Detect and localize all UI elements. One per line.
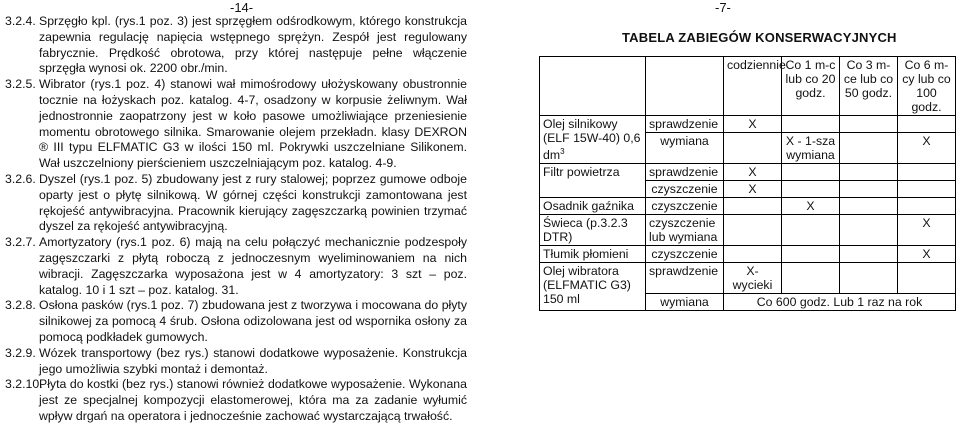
- header-empty: [646, 57, 724, 116]
- section-3-2-7: 3.2.7. Amortyzatory (rys.1 poz. 6) mają na celu połączyć mechanicznie podzespoły zagęszczarki z płytą roboczą z jednoczesnym wyeliminowaniem na nich wibracji. Zagęszczarka wyposażona jest w 4 amortyzatory: 3 szt – poz. katalog. 10 i 1 szt – poz. katalog. 31.: [5, 235, 467, 297]
- item-vibrator-oil: Olej wibratora (ELFMATIC G3) 150 ml: [540, 263, 646, 311]
- section-3-2-6: 3.2.6. Dyszel (rys.1 poz. 5) zbudowany jest z rury stalowej; poprzez gumowe odboje oparty jest o płytę silnikową. W górnej części konstrukcji zamontowana jest rękojeść antywibracyjna. Pracownik kierujący zagęszczarką powinien trzymać dyszel za rękojeść antywibracyjną.: [5, 171, 467, 234]
- maintenance-table: [539, 56, 956, 311]
- section-3-2-8: 3.2.8. Osłona pasków (rys.1 poz. 7) zbudowana jest z tworzywa i mocowana do płyty silnikowej za pomocą 4 śrub. Osłona odizolowana jest od wspornika osłony za pomocą podkładek gumowych.: [5, 298, 467, 344]
- page-number-right: -7-: [715, 0, 731, 15]
- section-3-2-5: 3.2.5. Wibrator (rys.1 poz. 4) stanowi wał mimośrodowy ułożyskowany obustronnie tocznie na łożyskach poz. katalog. 4-7, osadzony w korpusie żeliwnym. Wał jednostronnie zaopatrzony jest w koło pasowe umożliwiające przeniesienie momentu obrotowego silnika. Smarowanie olejem przekładn. klasy DEXRON ® III typu ELFMATIC G3 w ilości 150 ml. Pokrywki uszczelniane Silikonem. Wał uszczelniony pierścieniem uszczelniającym poz. katalog. 4-9.: [5, 77, 467, 171]
- section-3-2-10: 3.2.10. Płyta do kostki (bez rys.) stanowi również dodatkowe wyposażenie. Wykonana jest ze specjalnej kompozycji elastomerowej, która ma za zadanie wyłumić wpływ drgań na operatora i jednocześnie zachować wystarczającą trwałość.: [5, 377, 467, 423]
- table-row: wymiana X - 1-sza wymiana X: [540, 133, 956, 164]
- table-row: Olej silnikowy (ELF 15W-40) 0,6 $dm^3$ sprawdzenie X: [540, 116, 956, 133]
- item-air-filter: Filtr powietrza: [540, 164, 646, 198]
- left-column: [5, 14, 467, 425]
- table-row: Olej wibratora (ELFMATIC G3) 150 ml sprawdzenie X- wycieki: [540, 263, 956, 294]
- item-muffler: Tłumik płomieni: [540, 246, 646, 263]
- header-empty: [540, 57, 646, 116]
- table-row: Osadnik gaźnika czyszczenie X: [540, 198, 956, 215]
- item-carb-sediment: Osadnik gaźnika: [540, 198, 646, 215]
- table-title: TABELA ZABIEGÓW KONSERWACYJNYCH: [622, 30, 897, 45]
- section-3-2-4: 3.2.4. Sprzęgło kpl. (rys.1 poz. 3) jest sprzęgłem odśrodkowym, którego konstrukcja zapewnia regulację napięcia wstępnego sprężyn. Zespół jest regulowany fabrycznie. Prędkość obrotowa, przy której następuje pełne włączenie sprzęgła wynosi ok. 2200 obr./min.: [5, 14, 467, 76]
- header-3months: Co 3 m-ce lub co 50 godz.: [840, 57, 898, 116]
- table-header-row: [540, 57, 956, 116]
- page-number-left: -14-: [230, 0, 254, 15]
- table-row: wymiana Co 600 godz. Lub 1 raz na rok: [540, 294, 956, 311]
- header-daily: codziennie: [724, 57, 782, 116]
- header-month: Co 1 m-c lub co 20 godz.: [782, 57, 840, 116]
- item-engine-oil: Olej silnikowy (ELF 15W-40) 0,6 $dm^3$: [540, 116, 646, 164]
- header-6months: Co 6 m-cy lub co 100 godz.: [898, 57, 956, 116]
- item-spark-plug: Świeca (p.3.2.3 DTR): [540, 215, 646, 246]
- table-row: czyszczenie X: [540, 181, 956, 198]
- table-row: Filtr powietrza sprawdzenie X: [540, 164, 956, 181]
- section-3-2-9: 3.2.9. Wózek transportowy (bez rys.) stanowi dodatkowe wyposażenie. Konstrukcja jego umożliwia szybki montaż i demontaż.: [5, 345, 467, 376]
- table-row: Świeca (p.3.2.3 DTR) czyszczenie lub wymiana X: [540, 215, 956, 246]
- table-row: Tłumik płomieni czyszczenie X: [540, 246, 956, 263]
